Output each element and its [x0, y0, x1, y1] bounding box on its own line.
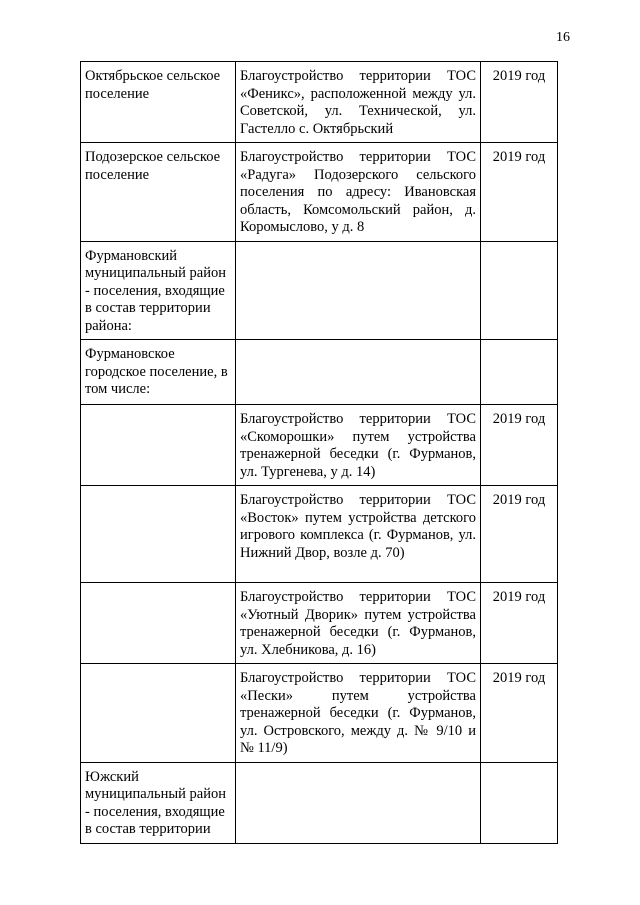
table-row	[81, 664, 558, 763]
project-description-cell: Благоустройство территории ТОС «Радуга» Подозерского сельского поселения по адресу: Ивановская область, Комсомольский район, д. Коромыслово, у д. 8	[236, 143, 481, 242]
settlement-cell	[81, 405, 236, 486]
year-cell: 2019 год	[481, 405, 558, 486]
year-cell: 2019 год	[481, 664, 558, 763]
settlement-cell	[81, 583, 236, 664]
project-description-cell: Благоустройство территории ТОС «Феникс», расположенной между ул. Советской, ул. Технической, ул. Гастелло с. Октябрьский	[236, 62, 481, 143]
settlement-cell: Подозерское сельское поселение	[81, 143, 236, 242]
table-row	[81, 405, 558, 486]
table-row	[81, 583, 558, 664]
year-cell	[481, 340, 558, 405]
project-description-cell	[236, 762, 481, 843]
table-row	[81, 241, 558, 340]
table-row	[81, 62, 558, 143]
project-description-cell: Благоустройство территории ТОС «Пески» путем устройства тренажерной беседки (г. Фурманов, ул. Островского, между д. № 9/10 и № 11/9)	[236, 664, 481, 763]
district-cell: Фурмановский муниципальный район - поселения, входящие в состав территории района:	[81, 241, 236, 340]
year-cell: 2019 год	[481, 143, 558, 242]
settlement-cell: Октябрьское сельское поселение	[81, 62, 236, 143]
year-cell: 2019 год	[481, 62, 558, 143]
project-description-cell	[236, 340, 481, 405]
project-description-cell: Благоустройство территории ТОС «Восток» путем устройства детского игрового комплекса (г. Фурманов, ул. Нижний Двор, возле д. 70)	[236, 486, 481, 583]
project-description-cell: Благоустройство территории ТОС «Скоморошки» путем устройства тренажерной беседки (г. Фурманов, ул. Тургенева, у д. 14)	[236, 405, 481, 486]
table-row	[81, 143, 558, 242]
settlement-cell	[81, 486, 236, 583]
year-cell	[481, 762, 558, 843]
table-row	[81, 762, 558, 843]
year-cell	[481, 241, 558, 340]
projects-table	[80, 61, 558, 844]
page-number: 16	[556, 30, 570, 45]
settlement-cell	[81, 664, 236, 763]
project-description-cell: Благоустройство территории ТОС «Уютный Дворик» путем устройства тренажерной беседки (г. Фурманов, ул. Хлебникова, д. 16)	[236, 583, 481, 664]
table-row	[81, 340, 558, 405]
year-cell: 2019 год	[481, 583, 558, 664]
project-description-cell	[236, 241, 481, 340]
district-cell: Южский муниципальный район - поселения, входящие в состав территории	[81, 762, 236, 843]
settlement-cell: Фурмановское городское поселение, в том числе:	[81, 340, 236, 405]
year-cell: 2019 год	[481, 486, 558, 583]
table-row	[81, 486, 558, 583]
